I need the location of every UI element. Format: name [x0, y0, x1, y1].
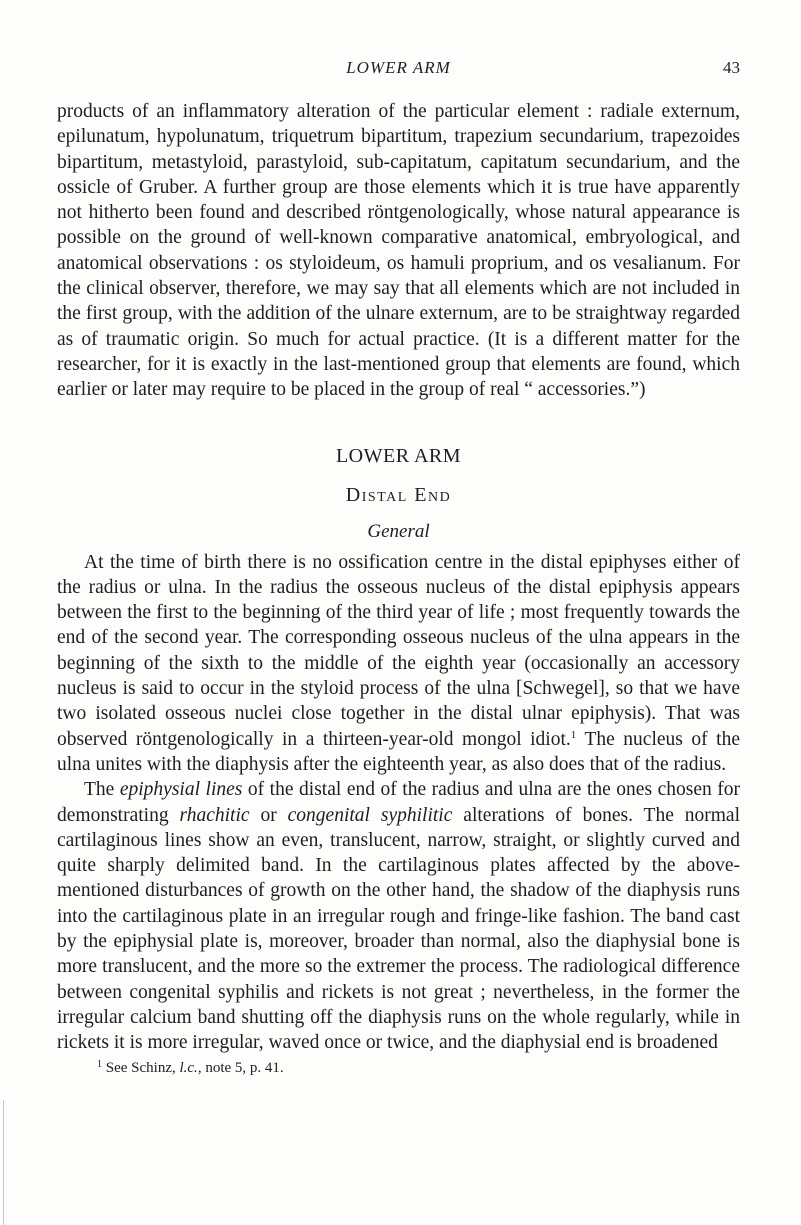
paragraph-ossification [57, 550, 740, 778]
section-heading: LOWER ARM [335, 444, 462, 467]
paragraph-epiphysial-lines [57, 777, 740, 1055]
emphasis-epiphysial-lines: epiphysial lines [119, 779, 243, 801]
footnote-citation: l.c. [179, 1059, 198, 1076]
running-header [57, 58, 740, 86]
subsection-heading: Distal End [345, 483, 452, 506]
page-number: 43 [723, 58, 740, 77]
paragraph-accessory-bones: products of an inflammatory alteration of the particular element : radiale externum, epilunatum, hypolunatum, triquetrum bipartitum, trapezium secundarium, trapezoides bipartitum, metastyloid, parastyloid, sub-capitatum, capitatum secundarium, and the ossicle of Gruber. A further group are those elements which it is true have apparently not hitherto been found and described röntgenologically, whose natural appearance is possible on the ground of well-known comparative anatomical, embryological, and anatomical observations : os styloideum, os hamuli proprium, and os vesalianum. For the clinical observer, therefore, we may say that all elements which are not included in the first group, with the addition of the ulnare externum, are to be straightway regarded as of traumatic origin. So much for actual practice. (It is a different matter for the researcher, for it is exactly in the last-mentioned group that elements are found, which earlier or later may require to be placed in the group of real “ accessories.”) [57, 101, 740, 401]
page-edge-line [3, 1100, 4, 1225]
emphasis-congenital-syphilitic: congenital syphilitic [287, 804, 453, 826]
book-page [57, 58, 740, 1077]
footnote-text: See Schinz, [102, 1059, 180, 1076]
sub-subsection-heading: General [367, 520, 430, 542]
text-span: The [84, 779, 120, 801]
footnote-marker: 1 [97, 1058, 102, 1070]
footnote-text-end: , note 5, p. 41. [197, 1059, 284, 1076]
footnote-reference: 1 [570, 728, 577, 741]
paragraph-ossification-text: At the time of birth there is no ossification centre in the distal epiphyses either of the radius or ulna. In the radius the osseous nucleus of the distal epiphysis appears between the first to the beginning of the third year of life ; most frequently towards the end of the second year. The corresponding osseous nucleus of the ulna appears in the beginning of the sixth to the middle of the eighth year (occasionally an accessory nucleus is said to occur in the styloid process of the ulna [Schwegel], so that we have two isolated osseous nuclei close together in the distal ulnar epiphysis). That was observed röntgenologically in a thirteen-year-old mongol idiot. [57, 551, 740, 750]
text-span: or [249, 804, 288, 826]
paragraph-ossification-end: The nucleus of the ulna unites with the diaphysis after the eighteenth year, as also does that of the radius. [57, 728, 740, 775]
emphasis-rhachitic: rhachitic [179, 804, 250, 826]
footnote [57, 1059, 740, 1077]
text-span: alterations of bones. The normal cartilaginous lines show an even, translucent, narrow, straight, or slightly curved and quite sharply delimited band. In the cartilaginous plates affected by the above-mentioned disturbances of growth on the other hand, the shadow of the diaphysis runs into the cartilaginous plate in an irregular rough and fringe-like fashion. The band cast by the epiphysial plate is, moreover, broader than normal, also the diaphysial bone is more translucent, and the more so the extremer the process. The radiological difference between congenital syphilis and rickets is not great ; nevertheless, in the former the irregular calcium band shutting off the diaphysis runs on the whole regularly, while in rickets it is more irregular, waved once or twice, and the diaphysial end is broadened [57, 804, 740, 1054]
running-title: LOWER ARM [346, 58, 451, 77]
text-span: of the distal end of the radius and ulna are the ones chosen for demonstrating [57, 779, 740, 826]
